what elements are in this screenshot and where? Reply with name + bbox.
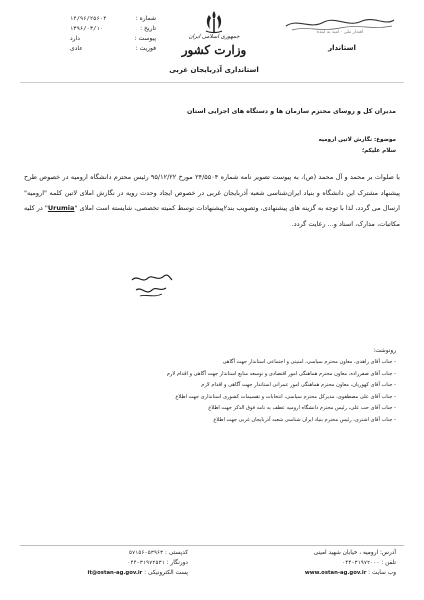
meta-attachment: پیوست : دارد [70,35,156,42]
footer-fax: دورنگار : ۰۴۴-۳۱۹۷۲۵۳۱ [127,560,188,566]
signature-icon [128,272,174,302]
urmia-spelling: Urumia [47,204,75,213]
republic-title: جمهوری اسلامی ایران [188,34,240,40]
cc-item: - جناب آقای علی مصطفوی، مدیرکل محترم سیاسی، انتخابات و تقسیمات کشوری استانداری جهت اطلاع [175,393,396,400]
province-title: استانداری آذربایجان غربی [169,66,259,74]
subject-line: موضوع: نگارش لاتین ارومیه [318,137,396,143]
logo-caption: اقتدار ملی · امید به آینده [316,30,364,35]
footer-website[interactable]: وب سایت : www.ostan-ag.gov.ir [304,570,396,576]
body-text-before: با صلوات بر محمد و آل محمد (ص)، به پیوست تصویر نامه شماره ۲۴/۵۵۰۴ مورخ ۹۵/۱۲/۲۲ رئیس محترم دانشگاه ارومیه در خصوص طرح پیشنهاد مشترک این دانشگاه و بنیاد ایران‌شناسی شعبه آذربایجان غربی در خصوص ایجاد وحدت رویه در نگارش املای لاتین کلمه "ارومیه" ارسال می گردد، لذا با توجه به گزینه های پیشنهادی، وتصویب بند۲پیشنهادات توسط کمیته تخصصی، شایسته است املای " [24,173,400,213]
ministry-title: وزارت کشور [181,43,247,57]
footer-left [60,548,188,578]
signature-text: امضاء [128,272,131,273]
footer-address: آدرس: ارومیه ، خیابان شهید امینی [313,550,396,556]
meta-date: تاریخ : ۱۳۹۶/۰۳/۱۰ [70,25,156,32]
iran-emblem-icon [203,10,225,34]
cc-item: - جناب آقای حب علی، رئیس محترم دانشگاه ارومیه عطف به نامه فوق الذکر جهت اطلاع [208,405,396,412]
footer-postal: کدپستی : ۵۷۱۵۶-۵۳۹۶۳ [128,550,188,556]
cc-item: - جناب آقای زاهدی، معاون محترم سیاسی، امنیتی و اجتماعی استاندار جهت آگاهی [222,359,396,365]
cc-item: - جناب آقای اشتری، رئیس محترم بنیاد ایران شناسی شعبه آذربایجان غربی جهت اطلاع [213,416,396,423]
website-link[interactable]: www.ostan-ag.gov.ir [304,570,367,576]
letter-meta [70,14,156,54]
cc-item: - جناب آقای صفرزاده، معاون محترم هماهنگی امور اقتصادی و توسعه منابع استاندار جهت آگاهی و اقدام لازم [166,370,396,377]
footer-email[interactable]: پست الکترونیکی : it@ostan-ag.gov.ir [87,570,188,576]
cc-item: - جناب آقای کهوریان، معاون محترم هماهنگی امور عمرانی استاندار جهت آگاهی و اقدام لازم [201,382,396,389]
email-link[interactable]: it@ostan-ag.gov.ir [87,570,143,576]
header-divider [20,82,404,83]
cc-title: رونوشت: [373,348,396,354]
meta-priority: فوریت : عادی [70,45,156,52]
governor-title: استاندار [328,44,356,52]
meta-number: شماره : ۱۴/۹۶/۲۵۶۰۴ [70,15,156,22]
footer-divider [20,545,404,546]
footer-right [196,548,396,578]
body-text-after: " در کلیه مکاتبات، مدارک، اسناد و... رعایت گردد. [24,204,400,229]
body-paragraph [24,170,400,233]
addressee: مدیران کل و روسای محترم سازمان ها و دستگاه های اجرایی استان [187,108,396,115]
greeting: سلام علیکم؛ [361,148,396,154]
cc-list [36,357,396,427]
footer-phone: تلفن : ۰۴۴-۳۱۹۷۲۰۰۰ [341,560,396,566]
